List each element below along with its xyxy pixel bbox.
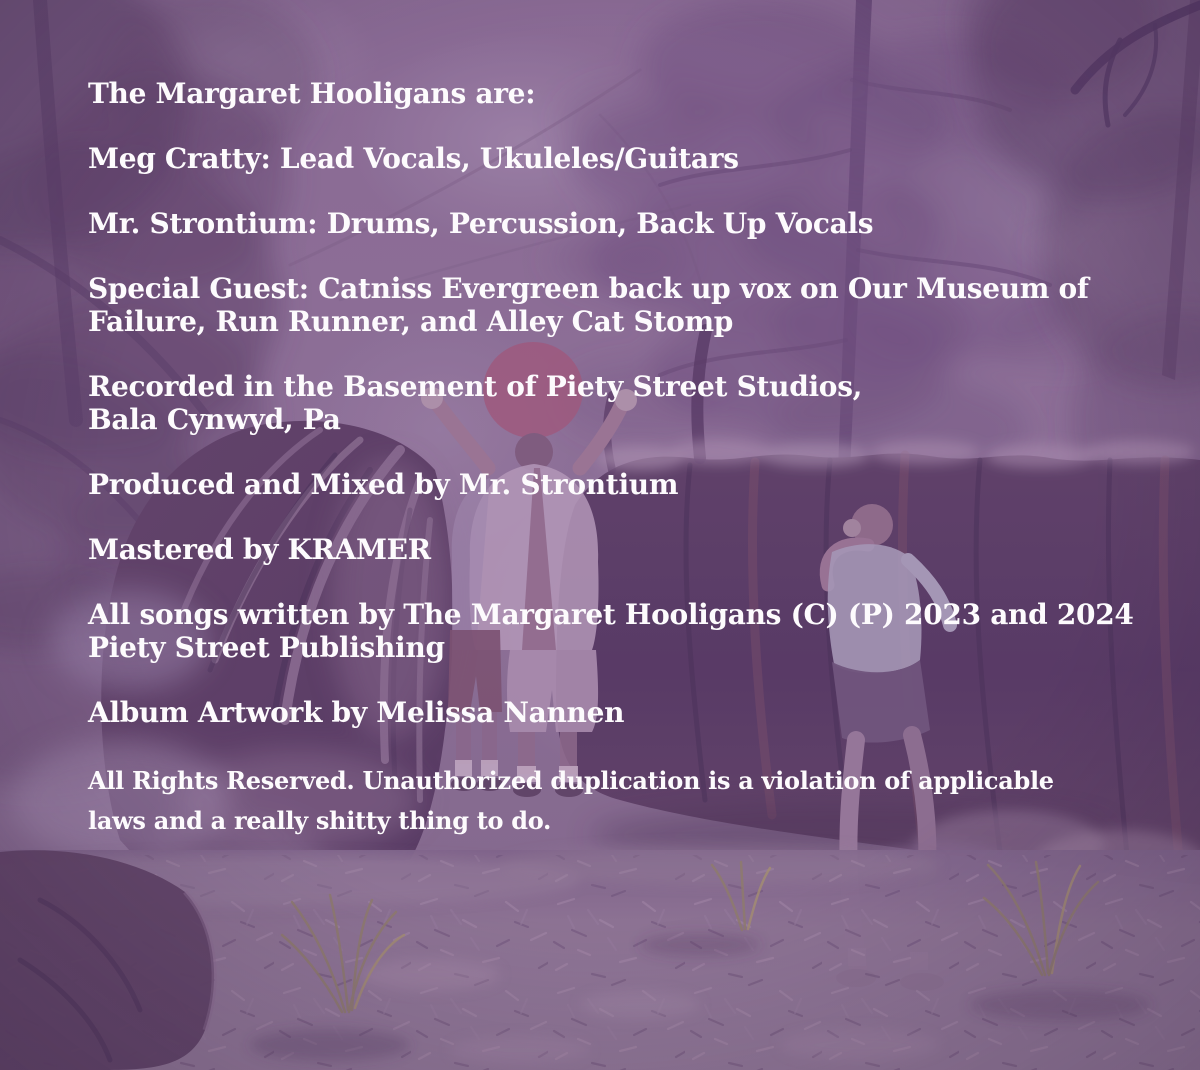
credit-special-guest: [88, 272, 1160, 338]
credit-line: All Rights Reserved. Unauthorized duplication is a violation of applicable: [88, 766, 1054, 795]
credit-line: laws and a really shitty thing to do.: [88, 806, 552, 835]
credit-producer: [88, 468, 1160, 501]
credit-mastering: [88, 533, 1160, 566]
credit-line: Special Guest: Catniss Evergreen back up vox on Our Museum of: [88, 272, 1089, 305]
credit-meg-cratty: [88, 142, 1160, 175]
credit-line: Mr. Strontium: Drums, Percussion, Back Up Vocals: [88, 207, 874, 240]
credit-line: Piety Street Publishing: [88, 631, 445, 664]
band-lineup-heading: [88, 77, 1160, 110]
credit-line: Mastered by KRAMER: [88, 533, 431, 566]
credit-line: Album Artwork by Melissa Nannen: [88, 696, 625, 729]
credit-mr-strontium: [88, 207, 1160, 240]
credit-line: All songs written by The Margaret Hooligans (C) (P) 2023 and 2024: [88, 598, 1134, 631]
credit-songwriting-copyright: [88, 598, 1160, 664]
credit-line: The Margaret Hooligans are:: [88, 77, 536, 110]
rights-notice: [88, 761, 1160, 841]
credit-line: Produced and Mixed by Mr. Strontium: [88, 468, 679, 501]
credits-text-block: [88, 77, 1160, 873]
credit-line: Failure, Run Runner, and Alley Cat Stomp: [88, 305, 734, 338]
credit-line: Bala Cynwyd, Pa: [88, 403, 341, 436]
credit-line: Recorded in the Basement of Piety Street Studios,: [88, 370, 863, 403]
credit-album-artwork: [88, 696, 1160, 729]
credit-recording-location: [88, 370, 1160, 436]
credit-line: Meg Cratty: Lead Vocals, Ukuleles/Guitars: [88, 142, 739, 175]
